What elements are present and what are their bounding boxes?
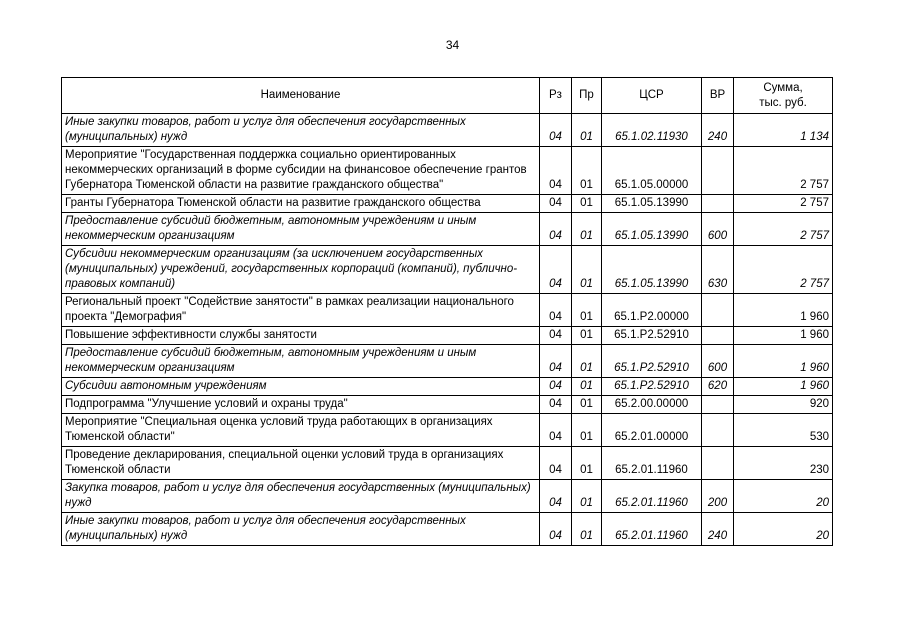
cell-vr xyxy=(702,396,734,414)
cell-rz: 04 xyxy=(540,378,572,396)
cell-pr: 01 xyxy=(572,213,602,246)
table-row xyxy=(62,396,833,414)
cell-vr: 240 xyxy=(702,513,734,546)
table-row xyxy=(62,195,833,213)
cell-sum: 1 960 xyxy=(734,294,833,327)
cell-pr: 01 xyxy=(572,147,602,195)
cell-pr: 01 xyxy=(572,294,602,327)
cell-name: Предоставление субсидий бюджетным, автономным учреждениям и иным некоммерческим организациям xyxy=(62,345,540,378)
cell-csr: 65.1.05.13990 xyxy=(602,246,702,294)
table-row xyxy=(62,246,833,294)
cell-name: Мероприятие "Специальная оценка условий труда работающих в организациях Тюменской области" xyxy=(62,414,540,447)
cell-csr: 65.2.00.00000 xyxy=(602,396,702,414)
cell-pr: 01 xyxy=(572,414,602,447)
cell-csr: 65.1.P2.52910 xyxy=(602,345,702,378)
cell-sum: 2 757 xyxy=(734,246,833,294)
header-name: Наименование xyxy=(62,78,540,114)
cell-csr: 65.1.05.00000 xyxy=(602,147,702,195)
cell-rz: 04 xyxy=(540,195,572,213)
cell-rz: 04 xyxy=(540,147,572,195)
table-row xyxy=(62,513,833,546)
cell-name: Мероприятие "Государственная поддержка социально ориентированных некоммерческих организаций в форме субсидии на финансовое обеспечение грантов Губернатора Тюменской области на развитие гражданского общества" xyxy=(62,147,540,195)
cell-vr: 600 xyxy=(702,345,734,378)
cell-pr: 01 xyxy=(572,327,602,345)
cell-csr: 65.1.05.13990 xyxy=(602,213,702,246)
table-row xyxy=(62,414,833,447)
cell-vr: 600 xyxy=(702,213,734,246)
cell-sum: 1 960 xyxy=(734,378,833,396)
cell-name: Проведение декларирования, специальной оценки условий труда в организациях Тюменской области xyxy=(62,447,540,480)
cell-name: Иные закупки товаров, работ и услуг для обеспечения государственных (муниципальных) нужд xyxy=(62,513,540,546)
cell-vr: 240 xyxy=(702,114,734,147)
cell-pr: 01 xyxy=(572,396,602,414)
cell-name: Гранты Губернатора Тюменской области на развитие гражданского общества xyxy=(62,195,540,213)
table-row xyxy=(62,378,833,396)
header-sum xyxy=(734,78,833,114)
cell-sum: 20 xyxy=(734,480,833,513)
cell-csr: 65.2.01.00000 xyxy=(602,414,702,447)
cell-pr: 01 xyxy=(572,114,602,147)
cell-csr: 65.1.05.13990 xyxy=(602,195,702,213)
table-header-row xyxy=(62,78,833,114)
cell-sum: 1 960 xyxy=(734,345,833,378)
cell-rz: 04 xyxy=(540,246,572,294)
cell-vr: 630 xyxy=(702,246,734,294)
cell-rz: 04 xyxy=(540,396,572,414)
cell-rz: 04 xyxy=(540,213,572,246)
cell-vr: 200 xyxy=(702,480,734,513)
header-sum-line2: тыс. руб. xyxy=(759,96,807,109)
cell-csr: 65.2.01.11960 xyxy=(602,480,702,513)
page-number: 34 xyxy=(445,38,460,52)
cell-csr: 65.1.02.11930 xyxy=(602,114,702,147)
table-row xyxy=(62,447,833,480)
cell-pr: 01 xyxy=(572,447,602,480)
cell-vr xyxy=(702,447,734,480)
cell-rz: 04 xyxy=(540,480,572,513)
cell-name: Подпрограмма "Улучшение условий и охраны труда" xyxy=(62,396,540,414)
table-row xyxy=(62,294,833,327)
cell-rz: 04 xyxy=(540,513,572,546)
cell-name: Иные закупки товаров, работ и услуг для обеспечения государственных (муниципальных) нужд xyxy=(62,114,540,147)
cell-csr: 65.1.P2.52910 xyxy=(602,378,702,396)
cell-vr xyxy=(702,294,734,327)
cell-pr: 01 xyxy=(572,513,602,546)
cell-vr xyxy=(702,195,734,213)
table-row xyxy=(62,147,833,195)
cell-csr: 65.2.01.11960 xyxy=(602,447,702,480)
header-csr: ЦСР xyxy=(602,78,702,114)
cell-pr: 01 xyxy=(572,345,602,378)
table-row xyxy=(62,345,833,378)
cell-vr: 620 xyxy=(702,378,734,396)
table-row xyxy=(62,213,833,246)
cell-vr xyxy=(702,147,734,195)
cell-rz: 04 xyxy=(540,327,572,345)
cell-pr: 01 xyxy=(572,246,602,294)
cell-csr: 65.2.01.11960 xyxy=(602,513,702,546)
cell-name: Субсидии некоммерческим организациям (за исключением государственных (муниципальных) учреждений, государственных корпораций (компаний), публично-правовых компаний) xyxy=(62,246,540,294)
cell-sum: 230 xyxy=(734,447,833,480)
cell-sum: 2 757 xyxy=(734,147,833,195)
header-vr: ВР xyxy=(702,78,734,114)
table-row xyxy=(62,114,833,147)
cell-rz: 04 xyxy=(540,294,572,327)
cell-name: Предоставление субсидий бюджетным, автономным учреждениям и иным некоммерческим организациям xyxy=(62,213,540,246)
table-row xyxy=(62,480,833,513)
cell-vr xyxy=(702,414,734,447)
cell-rz: 04 xyxy=(540,447,572,480)
cell-pr: 01 xyxy=(572,195,602,213)
cell-name: Закупка товаров, работ и услуг для обеспечения государственных (муниципальных) нужд xyxy=(62,480,540,513)
cell-pr: 01 xyxy=(572,378,602,396)
cell-sum: 1 960 xyxy=(734,327,833,345)
cell-csr: 65.1.P2.52910 xyxy=(602,327,702,345)
table-row xyxy=(62,327,833,345)
header-sum-line1: Сумма, xyxy=(763,81,803,94)
header-pr: Пр xyxy=(572,78,602,114)
budget-table xyxy=(61,77,833,546)
cell-pr: 01 xyxy=(572,480,602,513)
cell-rz: 04 xyxy=(540,345,572,378)
cell-sum: 20 xyxy=(734,513,833,546)
cell-sum: 2 757 xyxy=(734,213,833,246)
cell-csr: 65.1.P2.00000 xyxy=(602,294,702,327)
cell-sum: 1 134 xyxy=(734,114,833,147)
cell-vr xyxy=(702,327,734,345)
cell-sum: 920 xyxy=(734,396,833,414)
cell-sum: 530 xyxy=(734,414,833,447)
cell-name: Субсидии автономным учреждениям xyxy=(62,378,540,396)
cell-sum: 2 757 xyxy=(734,195,833,213)
cell-rz: 04 xyxy=(540,114,572,147)
cell-rz: 04 xyxy=(540,414,572,447)
cell-name: Повышение эффективности службы занятости xyxy=(62,327,540,345)
cell-name: Региональный проект "Содействие занятости" в рамках реализации национального проекта "Демография" xyxy=(62,294,540,327)
header-rz: Рз xyxy=(540,78,572,114)
